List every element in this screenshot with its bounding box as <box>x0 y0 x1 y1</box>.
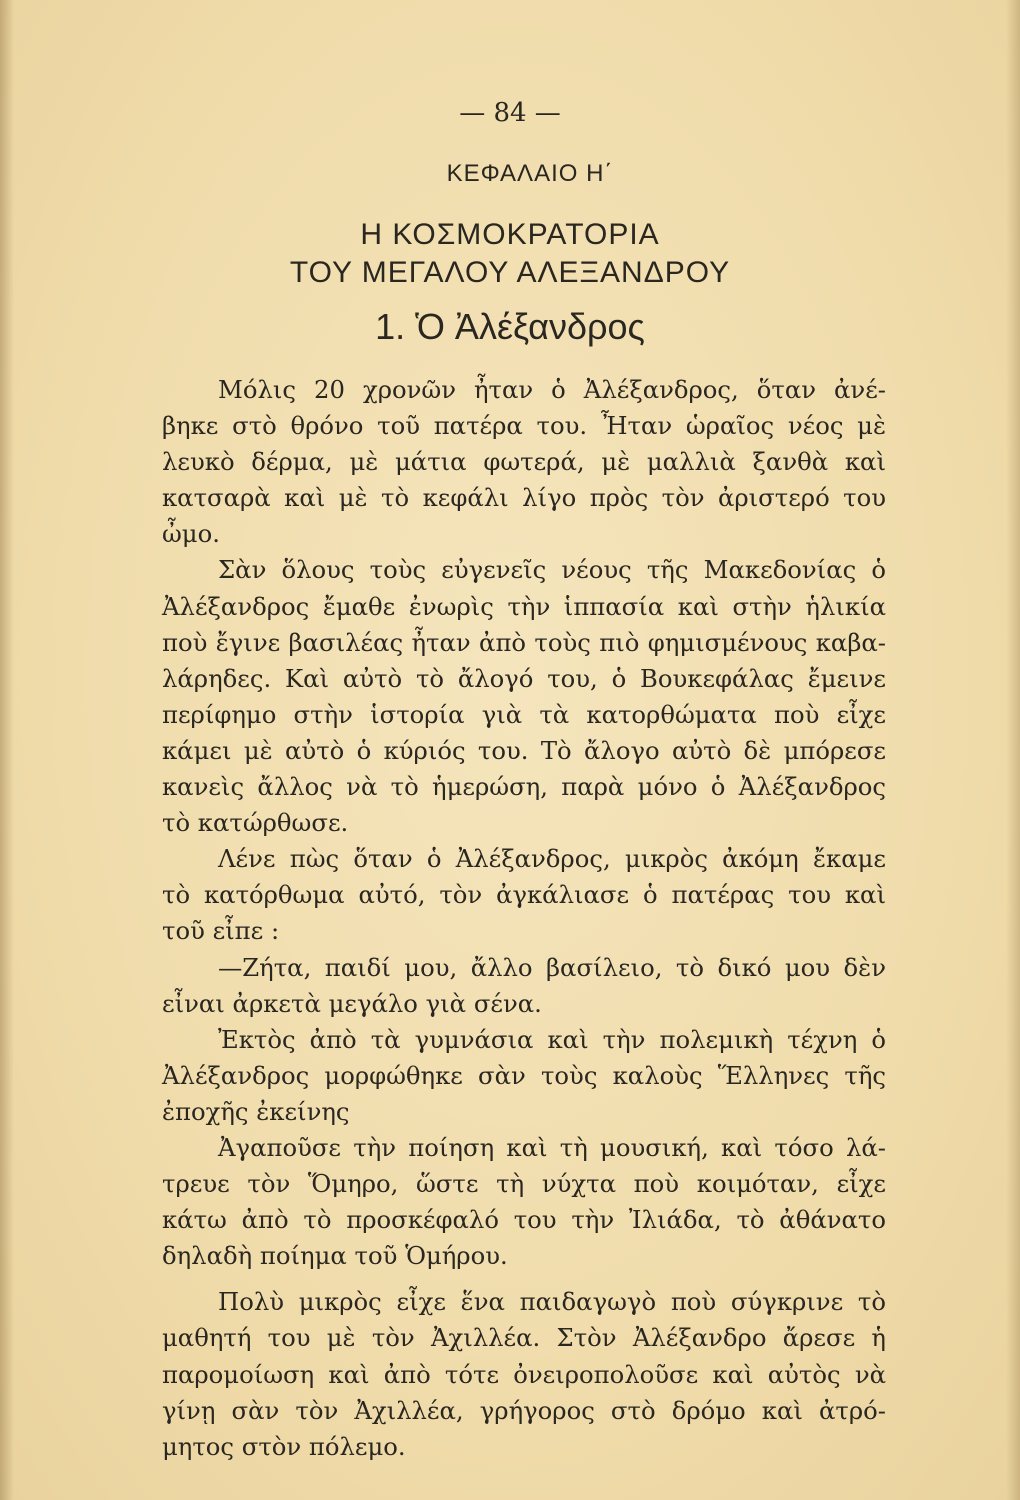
text-line: παρομοίωση καὶ ἀπὸ τότε ὀνειροπολοῦσε καὶ αὐτὸς νὰ <box>162 1359 886 1389</box>
text-line: Λένε πὼς ὅταν ὁ Ἀλέξανδρος, μικρὸς ἀκόμη ἔκαμε <box>218 844 886 874</box>
text-line: Ἐκτὸς ἀπὸ τὰ γυμνάσια καὶ τὴν πολεμικὴ τέχνη ὁ <box>218 1024 886 1054</box>
text-line: Ἀλέξανδρος μορφώθηκε σὰν τοὺς καλοὺς Ἕλληνες τῆς <box>162 1060 886 1090</box>
text-line: λευκὸ δέρμα, μὲ μάτια φωτερά, μὲ μαλλιὰ ξανθὰ καὶ <box>162 447 886 477</box>
body-text <box>162 372 886 1465</box>
text-line: τοῦ εἶπε : <box>162 916 280 946</box>
text-line: Ἀγαποῦσε τὴν ποίηση καὶ τὴ μουσική, καὶ τόσο λά- <box>218 1132 886 1162</box>
text-line: τὸ κατόρθωμα αὐτό, τὸν ἀγκάλιασε ὁ πατέρας του καὶ <box>162 880 886 910</box>
text-line: μαθητή του μὲ τὸν Ἀχιλλέα. Στὸν Ἀλέξανδρο ἄρεσε ἡ <box>162 1323 886 1353</box>
text-line: λάρηδες. Καὶ αὐτὸ τὸ ἄλογό του, ὁ Βουκεφάλας ἔμεινε <box>162 663 886 693</box>
text-line: τὸ κατώρθωσε. <box>162 808 349 838</box>
text-line: μητος στὸν πόλεμο. <box>162 1431 406 1461</box>
text-line: γίνῃ σὰν τὸν Ἀχιλλέα, γρήγορος στὸ δρόμο καὶ ἀτρό- <box>162 1395 886 1425</box>
text-line: κατσαρὰ καὶ μὲ τὸ κεφάλι λίγο πρὸς τὸν ἀριστερό του <box>162 483 886 513</box>
chapter-title-line-2: ΤΟΥ ΜΕΓΑΛΟΥ ΑΛΕΞΑΝΔΡΟΥ <box>289 256 731 289</box>
text-line: κάμει μὲ αὐτὸ ὁ κύριός του. Τὸ ἄλογο αὐτὸ δὲ μπόρεσε <box>162 735 886 765</box>
text-line: Σὰν ὅλους τοὺς εὐγενεῖς νέους τῆς Μακεδονίας ὁ <box>218 555 886 585</box>
text-line: βηκε στὸ θρόνο τοῦ πατέρα του. Ἦταν ὡραῖος νέος μὲ <box>162 411 886 441</box>
chapter-title-line-1: Η ΚΟΣΜΟΚΡΑΤΟΡΙΑ <box>360 218 660 251</box>
text-line: ἐποχῆς ἐκείνης <box>162 1096 350 1126</box>
section-heading: 1. Ὁ Ἀλέξανδρος <box>375 306 645 347</box>
text-line: ὦμο. <box>162 519 220 549</box>
text-line: Μόλις 20 χρονῶν ἦταν ὁ Ἀλέξανδρος, ὅταν ἀνέ- <box>218 375 886 404</box>
chapter-label: ΚΕΦΑΛΑΙΟ Η΄ <box>446 160 614 187</box>
page-number: — 84 — <box>459 98 561 128</box>
text-line: κανεὶς ἄλλος νὰ τὸ ἡμερώση, παρὰ μόνο ὁ Ἀλέξανδρος <box>162 772 886 802</box>
text-line: ποὺ ἔγινε βασιλέας ἦταν ἀπὸ τοὺς πιὸ φημισμένους καβα- <box>162 627 886 657</box>
text-line: δηλαδὴ ποίημα τοῦ Ὁμήρου. <box>162 1241 508 1271</box>
text-line: περίφημο στὴν ἱστορία γιὰ τὰ κατορθώματα ποὺ εἶχε <box>162 699 886 729</box>
text-line: τρευε τὸν Ὅμηρο, ὥστε τὴ νύχτα ποὺ κοιμόταν, εἶχε <box>162 1169 886 1199</box>
text-line: Πολὺ μικρὸς εἶχε ἕνα παιδαγωγὸ ποὺ σύγκρινε τὸ <box>218 1287 886 1317</box>
text-line: εἶναι ἀρκετὰ μεγάλο γιὰ σένα. <box>162 988 542 1018</box>
text-line: —Ζήτα, παιδί μου, ἄλλο βασίλειο, τὸ δικό μου δὲν <box>218 952 886 982</box>
text-line: Ἀλέξανδρος ἔμαθε ἐνωρὶς τὴν ἱππασία καὶ στὴν ἡλικία <box>162 591 886 621</box>
text-line: κάτω ἀπὸ τὸ προσκέφαλό του τὴν Ἰλιάδα, τὸ ἀθάνατο <box>162 1205 886 1235</box>
